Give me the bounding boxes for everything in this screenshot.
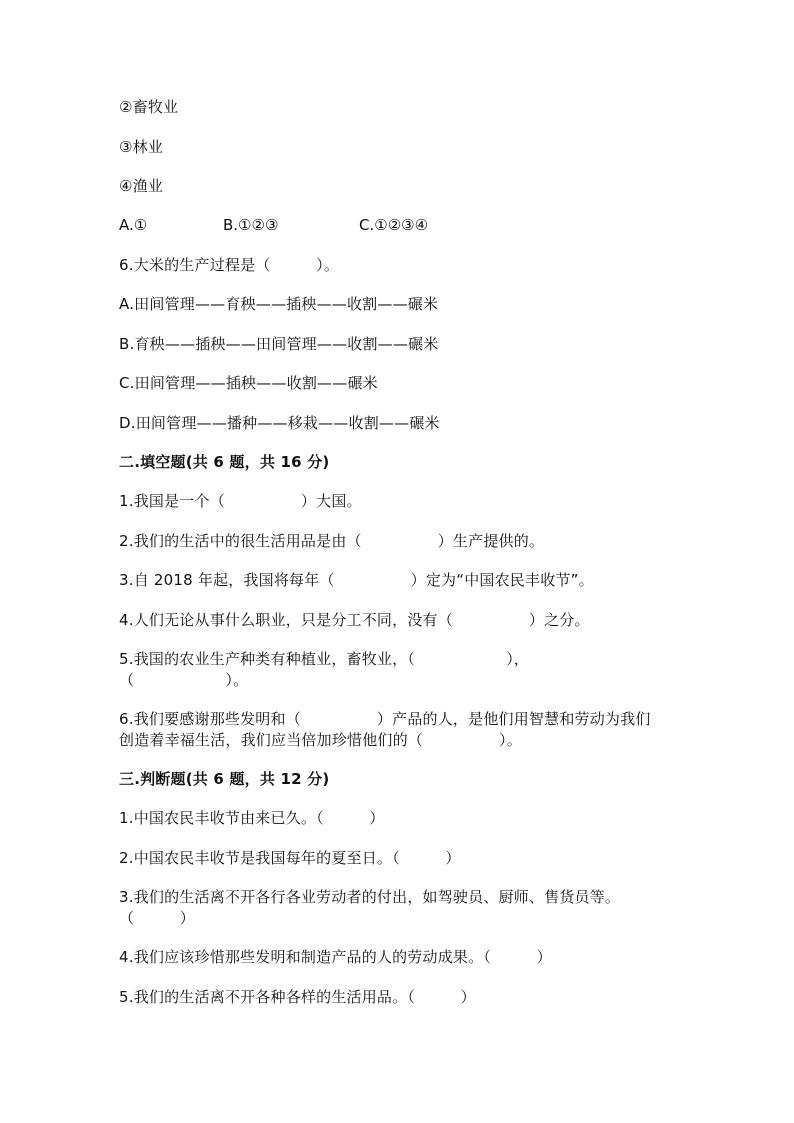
section-true-false-heading: 三.判断题(共 6 题，共 12 分) [119,770,330,788]
q5-choice-a: A.① [119,216,148,234]
fill-question-4: 4.人们无论从事什么职业，只是分工不同，没有（ ）之分。 [119,611,590,629]
option-animal-husbandry: ②畜牧业 [119,98,179,116]
section-fill-blank-heading: 二.填空题(共 6 题，共 16 分) [119,453,330,471]
option-forestry: ③林业 [119,138,164,156]
judge-question-4: 4.我们应该珍惜那些发明和制造产品的人的劳动成果。（ ） [119,948,552,966]
fill-question-5-line-1: 5.我国的农业生产种类有种植业，畜牧业，（ ）， [119,650,530,668]
question-6-option-d: D.田间管理——播种——移栽——收割——碾米 [119,414,440,432]
judge-question-3-line-1: 3.我们的生活离不开各行各业劳动者的付出，如驾驶员、厨师、售货员等。 [119,888,621,906]
q5-choice-c: C.①②③④ [359,216,429,234]
q5-choice-b: B.①②③ [223,216,279,234]
fill-question-3: 3.自 2018 年起，我国将每年（ ）定为“中国农民丰收节”。 [119,571,594,589]
question-6-option-c: C.田间管理——插秧——收割——碾米 [119,374,378,392]
fill-question-6-line-2: 创造着幸福生活，我们应当倍加珍惜他们的（ ）。 [119,731,522,749]
judge-question-1: 1.中国农民丰收节由来已久。（ ） [119,809,385,827]
option-fishery: ④渔业 [119,177,164,195]
fill-question-5-line-2: （ ）。 [119,671,249,689]
judge-question-2: 2.中国农民丰收节是我国每年的夏至日。（ ） [119,849,461,867]
question-6-option-a: A.田间管理——育秧——插秧——收割——碾米 [119,295,439,313]
question-6: 6.大米的生产过程是（ ）。 [119,256,340,274]
judge-question-5: 5.我们的生活离不开各种各样的生活用品。（ ） [119,988,476,1006]
fill-question-6-line-1: 6.我们要感谢那些发明和（ ）产品的人，是他们用智慧和劳动为我们 [119,710,651,728]
question-6-option-b: B.育秧——插秧——田间管理——收割——碾米 [119,335,439,353]
fill-question-2: 2.我们的生活中的很生活用品是由（ ）生产提供的。 [119,532,545,550]
judge-question-3-line-2: （ ） [119,909,196,927]
fill-question-1: 1.我国是一个（ ）大国。 [119,492,362,510]
